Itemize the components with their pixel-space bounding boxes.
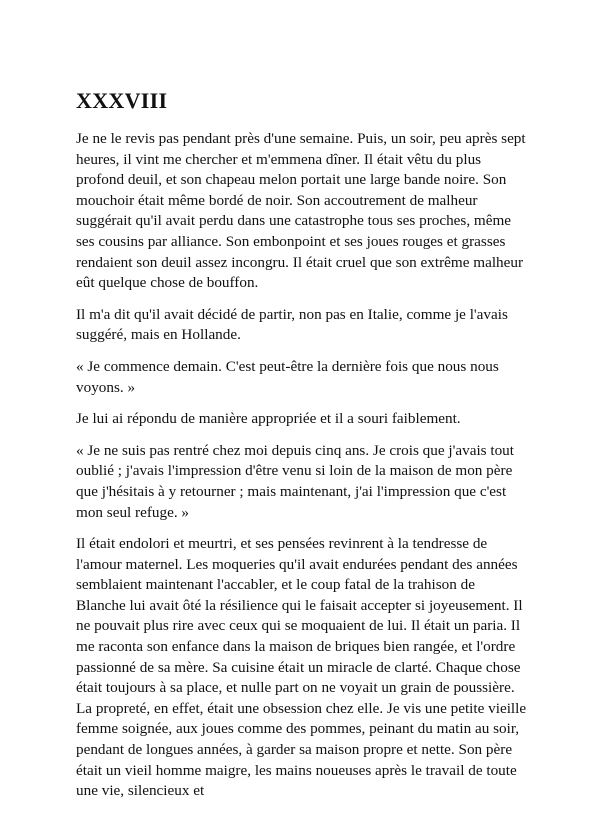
paragraph-3-quote: « Je commence demain. C'est peut-être la dernière fois que nous nous voyons. » xyxy=(76,357,499,396)
paragraph-5-quote: « Je ne suis pas rentré chez moi depuis cinq ans. Je crois que j'avais tout oublié ; j'avais l'impression d'être venu si loin de la maison de mon père que j'hésitais à y retourner ; mais maintenant, j'ai l'impression que c'est mon seul refuge. » xyxy=(76,441,514,521)
chapter-title: XXXVIII xyxy=(76,88,168,113)
paragraph-4: Je lui ai répondu de manière appropriée et il a souri faiblement. xyxy=(76,410,461,428)
paragraph-6: Il était endolori et meurtri, et ses pensées revinrent à la tendresse de l'amour maternel. Les moqueries qu'il avait endurées pendant des années semblaient maintenant l'accabler, et le coup fatal de la trahison de Blanche lui avait ôté la résilience qui le faisait accepter si joyeusement. Il ne pouvait plus rire avec ceux qui se moquaient de lui. Il était un paria. Il me raconta son enfance dans la maison de briques bien rangée, et l'ordre passionné de sa mère. Sa cuisine était un miracle de clarté. Chaque chose était toujours à sa place, et nulle part on ne voyait un grain de poussière. La propreté, en effet, était une obsession chez elle. Je vis une petite vieille femme soignée, aux joues comme des pommes, peinant du matin au soir, pendant de longues années, à garder sa maison propre et nette. Son père était un vieil homme maigre, les mains noueuses après le travail de toute une vie, silencieux et xyxy=(76,535,527,800)
paragraph-1: Je ne le revis pas pendant près d'une semaine. Puis, un soir, peu après sept heures, il vint me chercher et m'emmena dîner. Il était vêtu du plus profond deuil, et son chapeau melon portait une large bande noire. Son mouchoir était même bordé de noir. Son accoutrement de malheur suggérait qu'il avait perdu dans une catastrophe tous ses proches, même ses cousins par alliance. Son embonpoint et ses joues rouges et grasses rendaient son deuil assez incongru. Il était cruel que son extrême malheur eût quelque chose de bouffon. xyxy=(76,130,526,292)
document-page xyxy=(76,88,528,813)
paragraph-2: Il m'a dit qu'il avait décidé de partir, non pas en Italie, comme je l'avais suggéré, mais en Hollande. xyxy=(76,305,508,344)
